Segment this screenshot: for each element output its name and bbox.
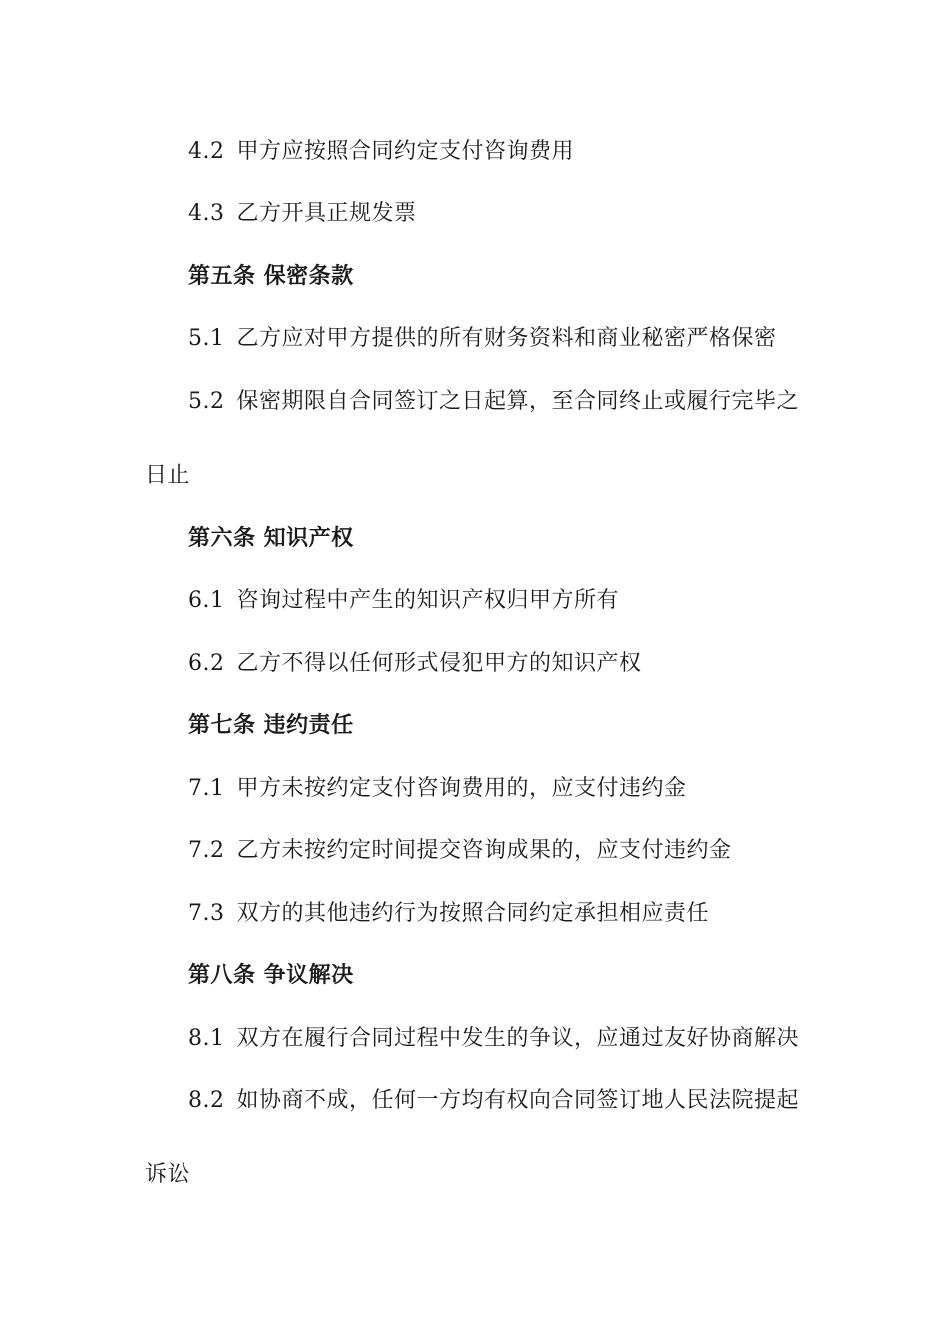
clause-number: 8.1 <box>188 1026 225 1051</box>
clause-8-2 <box>188 1086 799 1116</box>
clause-number: 4.2 <box>188 139 225 164</box>
clause-number: 7.3 <box>188 901 225 926</box>
clause-text: 甲方未按约定支付咨询费用的，应支付违约金 <box>236 776 687 801</box>
clause-number: 6.2 <box>188 651 225 676</box>
clause-number: 7.2 <box>188 838 225 863</box>
clause-text: 乙方未按约定时间提交咨询成果的，应支付违约金 <box>236 838 732 863</box>
clause-text: 乙方应对甲方提供的所有财务资料和商业秘密严格保密 <box>236 326 777 351</box>
clause-7-1 <box>188 774 687 804</box>
clause-text: 双方在履行合同过程中发生的争议，应通过友好协商解决 <box>236 1026 800 1051</box>
clause-number: 8.2 <box>188 1088 225 1113</box>
clause-number: 7.1 <box>188 776 225 801</box>
clause-5-2 <box>188 387 799 417</box>
clause-text: 乙方不得以任何形式侵犯甲方的知识产权 <box>236 651 642 676</box>
clause-text: 甲方应按照合同约定支付咨询费用 <box>236 139 575 164</box>
article-6-heading: 第六条 知识产权 <box>188 526 354 551</box>
clause-text: 保密期限自合同签订之日起算，至合同终止或履行完毕之 <box>236 389 800 414</box>
article-7-heading: 第七条 违约责任 <box>188 713 354 738</box>
clause-7-3 <box>188 899 709 929</box>
clause-number: 4.3 <box>188 201 225 226</box>
clause-6-1 <box>188 586 619 616</box>
article-5-heading: 第五条 保密条款 <box>188 264 354 289</box>
clause-text: 如协商不成，任何一方均有权向合同签订地人民法院提起 <box>236 1088 800 1113</box>
clause-4-3 <box>188 199 417 229</box>
clause-6-2 <box>188 649 642 679</box>
clause-5-1 <box>188 324 777 354</box>
clause-4-2 <box>188 137 574 167</box>
clause-number: 5.2 <box>188 389 225 414</box>
clause-text: 咨询过程中产生的知识产权归甲方所有 <box>236 588 620 613</box>
clause-5-2-continuation: 日止 <box>145 463 191 488</box>
article-8-heading: 第八条 争议解决 <box>188 963 354 988</box>
clause-8-2-continuation: 诉讼 <box>145 1162 191 1187</box>
clause-7-2 <box>188 836 732 866</box>
clause-number: 6.1 <box>188 588 225 613</box>
clause-number: 5.1 <box>188 326 225 351</box>
clause-text: 乙方开具正规发票 <box>236 201 417 226</box>
clause-text: 双方的其他违约行为按照合同约定承担相应责任 <box>236 901 710 926</box>
clause-8-1 <box>188 1024 799 1054</box>
